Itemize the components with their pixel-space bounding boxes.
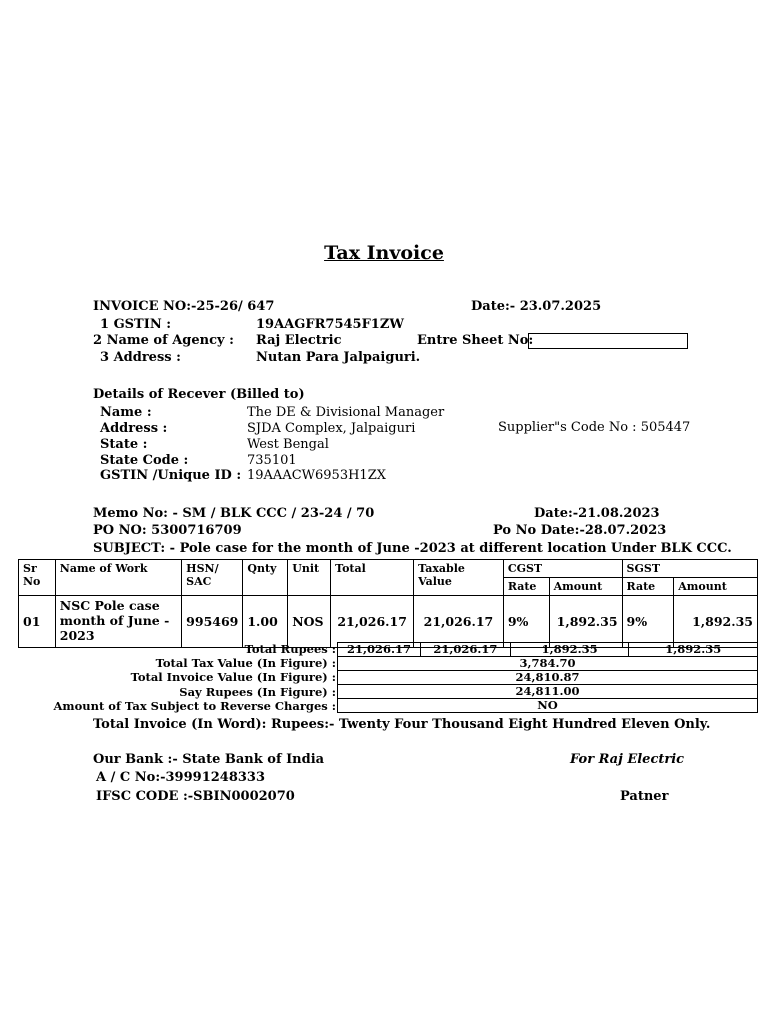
receiver-address-label: Address : bbox=[100, 421, 168, 436]
receiver-state-code-label: State Code : bbox=[100, 453, 189, 468]
cell-taxable: 21,026.17 bbox=[414, 596, 504, 648]
signature-for-line: For Raj Electric bbox=[570, 752, 685, 767]
totals-table bbox=[337, 642, 758, 713]
entre-sheet-field[interactable] bbox=[528, 333, 688, 349]
cell-qnty: 1.00 bbox=[243, 596, 288, 648]
items-table bbox=[18, 559, 758, 648]
po-number: PO NO: 5300716709 bbox=[93, 523, 242, 538]
signature-role: Patner bbox=[620, 789, 669, 804]
po-date: Po No Date:-28.07.2023 bbox=[493, 523, 667, 538]
memo-number: Memo No: - SM / BLK CCC / 23-24 / 70 bbox=[93, 506, 375, 521]
say-rupees-label: Say Rupees (In Figure) : bbox=[179, 685, 336, 699]
total-rupees-label: Total Rupees : bbox=[244, 642, 336, 656]
header-total: Total bbox=[331, 560, 414, 596]
header-unit: Unit bbox=[288, 560, 331, 596]
cell-sgst-rate: 9% bbox=[622, 596, 674, 648]
say-rupees-value: 24,811.00 bbox=[338, 685, 758, 699]
receiver-gstin-label: GSTIN /Unique ID : bbox=[100, 468, 242, 483]
gstin-value: 19AAGFR7545F1ZW bbox=[256, 317, 404, 332]
bank-name: Our Bank :- State Bank of India bbox=[93, 752, 325, 767]
total-rupees-taxable: 21,026.17 bbox=[420, 643, 510, 657]
memo-date: Date:-21.08.2023 bbox=[534, 506, 660, 521]
header-qnty: Qnty bbox=[243, 560, 288, 596]
gstin-label: 1 GSTIN : bbox=[100, 317, 172, 332]
cell-sr-no: 01 bbox=[19, 596, 56, 648]
header-sgst-amount: Amount bbox=[674, 578, 758, 596]
header-sgst-rate: Rate bbox=[622, 578, 674, 596]
receiver-state-value: West Bengal bbox=[247, 437, 329, 452]
reverse-charge-label: Amount of Tax Subject to Reverse Charges : bbox=[53, 699, 336, 713]
reverse-charge-value: NO bbox=[338, 699, 758, 713]
tax-value: 3,784.70 bbox=[338, 657, 758, 671]
cell-name-of-work: NSC Pole case month of June - 2023 bbox=[55, 596, 181, 648]
header-hsn-sac: HSN/ SAC bbox=[182, 560, 243, 596]
cell-total: 21,026.17 bbox=[331, 596, 414, 648]
receiver-address-value: SJDA Complex, Jalpaiguri bbox=[247, 421, 416, 436]
total-rupees-sgst: 1,892.35 bbox=[629, 643, 758, 657]
header-name-of-work: Name of Work bbox=[55, 560, 181, 596]
receiver-gstin-value: 19AAACW6953H1ZX bbox=[247, 468, 386, 483]
subject-line: SUBJECT: - Pole case for the month of June -2023 at different location Under BLK CCC. bbox=[93, 541, 732, 556]
receiver-name-label: Name : bbox=[100, 405, 152, 420]
receiver-heading: Details of Recever (Billed to) bbox=[93, 387, 305, 402]
header-sr-no: Sr No bbox=[19, 560, 56, 596]
header-cgst-rate: Rate bbox=[503, 578, 549, 596]
tax-value-label: Total Tax Value (In Figure) : bbox=[155, 656, 336, 670]
total-rupees-cgst: 1,892.35 bbox=[510, 643, 629, 657]
page-title: Tax Invoice bbox=[324, 242, 444, 264]
invoice-number: INVOICE NO:-25-26/ 647 bbox=[93, 299, 275, 314]
agency-label: 2 Name of Agency : bbox=[93, 333, 234, 348]
receiver-state-label: State : bbox=[100, 437, 148, 452]
address-value: Nutan Para Jalpaiguri. bbox=[256, 350, 421, 365]
supplier-code: Supplier"s Code No : 505447 bbox=[498, 420, 691, 435]
agency-value: Raj Electric bbox=[256, 333, 342, 348]
invoice-value: 24,810.87 bbox=[338, 671, 758, 685]
total-rupees-total: 21,026.17 bbox=[338, 643, 421, 657]
address-label: 3 Address : bbox=[100, 350, 181, 365]
entre-sheet-label: Entre Sheet No: bbox=[417, 333, 534, 348]
cell-cgst-rate: 9% bbox=[503, 596, 549, 648]
header-cgst: CGST bbox=[503, 560, 622, 578]
header-taxable-value: Taxable Value bbox=[414, 560, 504, 596]
bank-ifsc: IFSC CODE :-SBIN0002070 bbox=[96, 789, 295, 804]
receiver-state-code-value: 735101 bbox=[247, 453, 297, 468]
total-in-words: Total Invoice (In Word): Rupees:- Twenty Four Thousand Eight Hundred Eleven Only. bbox=[93, 717, 711, 732]
receiver-name-value: The DE & Divisional Manager bbox=[247, 405, 445, 420]
cell-cgst-amount: 1,892.35 bbox=[549, 596, 622, 648]
cell-sgst-amount: 1,892.35 bbox=[674, 596, 758, 648]
bank-account: A / C No:-39991248333 bbox=[96, 770, 266, 785]
table-row bbox=[19, 596, 758, 648]
invoice-value-label: Total Invoice Value (In Figure) : bbox=[130, 670, 336, 684]
cell-hsn: 995469 bbox=[182, 596, 243, 648]
header-cgst-amount: Amount bbox=[549, 578, 622, 596]
header-sgst: SGST bbox=[622, 560, 757, 578]
cell-unit: NOS bbox=[288, 596, 331, 648]
invoice-date: Date:- 23.07.2025 bbox=[471, 299, 602, 314]
